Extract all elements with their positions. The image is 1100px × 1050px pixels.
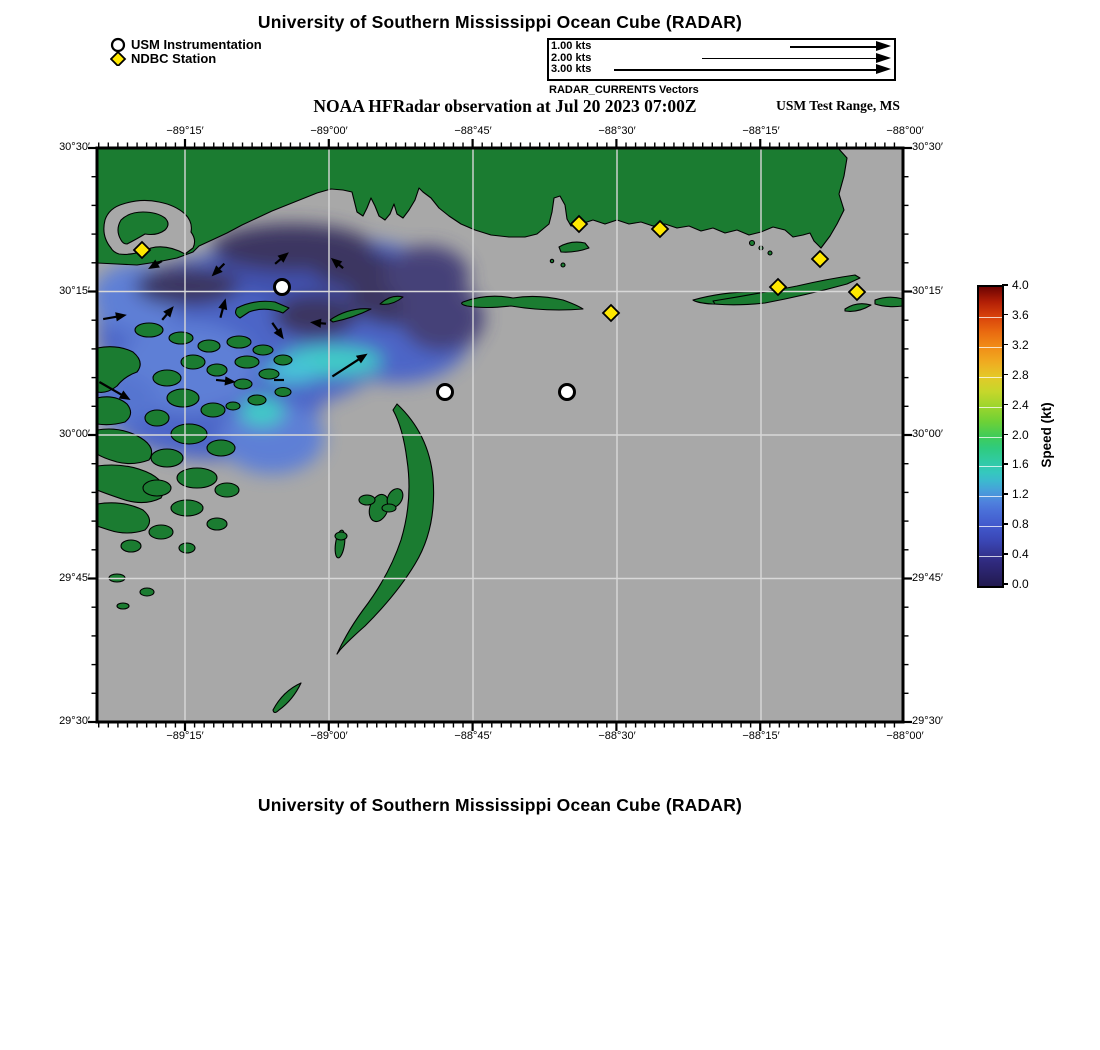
- colorbar-gridline: [979, 317, 1002, 318]
- vector-key-arrowhead-icon: [876, 41, 891, 51]
- tick-label: −89°00′: [310, 125, 348, 137]
- colorbar-tick: [1002, 523, 1008, 525]
- legend-item-ndbc: [110, 51, 262, 65]
- observation-subtitle: NOAA HFRadar observation at Jul 20 2023 07:00Z: [313, 96, 697, 116]
- colorbar-tick: [1002, 553, 1008, 555]
- colorbar-gridline: [979, 466, 1002, 467]
- tick-label: −88°15′: [742, 125, 780, 137]
- colorbar-gridline: [979, 526, 1002, 527]
- tick-label: 30°30′: [59, 141, 90, 153]
- vector-key-row: [551, 64, 892, 76]
- colorbar-title: Speed (kt): [1039, 402, 1054, 468]
- tick-label: −88°30′: [598, 730, 636, 742]
- vector-scale-key: [547, 38, 896, 81]
- vector-key-label: 1.00 kts: [551, 40, 592, 53]
- tick-label: 29°45′: [59, 571, 90, 584]
- colorbar-gridline: [979, 407, 1002, 408]
- tick-label: 30°00′: [912, 428, 943, 440]
- colorbar-tick: [1002, 404, 1008, 406]
- colorbar-tick: [1002, 374, 1008, 376]
- vector-key-arrowhead-icon: [876, 53, 891, 63]
- colorbar-tick-label: 1.6: [1012, 457, 1029, 472]
- tick-label: 29°30′: [59, 715, 90, 727]
- tick-label: −89°15′: [166, 730, 204, 742]
- usm-station-marker: [560, 385, 575, 400]
- usm-station-marker: [438, 385, 453, 400]
- test-range-label: USM Test Range, MS: [776, 98, 900, 113]
- tick-label: −88°00′: [886, 730, 924, 742]
- tick-label: −89°00′: [310, 730, 348, 742]
- tick-label: −88°15′: [742, 730, 780, 742]
- vector-key-arrowhead-icon: [876, 64, 891, 74]
- vector-key-row: [551, 41, 892, 53]
- vector-key-line: [614, 69, 878, 71]
- bottom-title: University of Southern Mississippi Ocean Cube (RADAR): [257, 795, 743, 815]
- tick-label: 30°15′: [59, 284, 90, 297]
- vector-key-row: [551, 53, 892, 65]
- colorbar-tick-label: 4.0: [1012, 278, 1029, 292]
- colorbar-tick: [1002, 583, 1008, 585]
- colorbar-gridline: [979, 437, 1002, 438]
- vector-key-label: 3.00 kts: [551, 63, 592, 76]
- vector-key-line: [790, 46, 878, 48]
- map-legend: [110, 37, 262, 65]
- tick-label: 30°00′: [59, 428, 90, 440]
- colorbar-tick-label: 1.2: [1012, 487, 1029, 502]
- vector-key-line: [702, 58, 878, 60]
- speed-colorbar: [977, 285, 1004, 588]
- colorbar-tick: [1002, 493, 1008, 495]
- colorbar-tick-label: 2.0: [1012, 427, 1029, 442]
- colorbar-tick-label: 0.0: [1012, 577, 1029, 591]
- colorbar-tick: [1002, 344, 1008, 346]
- vector-key-caption: RADAR_CURRENTS Vectors: [549, 84, 699, 96]
- tick-label: −88°00′: [886, 125, 924, 137]
- colorbar-tick-label: 3.6: [1012, 307, 1029, 322]
- top-title: University of Southern Mississippi Ocean Cube (RADAR): [257, 12, 743, 32]
- colorbar-gridline: [979, 377, 1002, 378]
- colorbar-tick: [1002, 463, 1008, 465]
- vector-key-label: 2.00 kts: [551, 51, 592, 64]
- usm-circle-icon: [110, 37, 127, 52]
- tick-label: 29°30′: [912, 715, 943, 727]
- map-plot: [85, 136, 915, 734]
- colorbar-gridline: [979, 496, 1002, 497]
- colorbar-tick-label: 3.2: [1012, 337, 1029, 352]
- colorbar-tick-label: 2.8: [1012, 367, 1029, 382]
- tick-label: −88°45′: [454, 730, 492, 742]
- colorbar-tick: [1002, 314, 1008, 316]
- colorbar-tick-label: 0.8: [1012, 517, 1029, 532]
- tick-label: 29°45′: [912, 571, 943, 584]
- colorbar-tick-label: 2.4: [1012, 397, 1029, 412]
- tick-label: −89°15′: [166, 125, 204, 137]
- colorbar-tick-label: 0.4: [1012, 547, 1029, 562]
- tick-label: 30°30′: [912, 141, 943, 153]
- legend-item-usm: [110, 37, 262, 51]
- legend-label: NDBC Station: [131, 50, 217, 66]
- legend-label: USM Instrumentation: [131, 36, 262, 52]
- tick-label: −88°30′: [598, 125, 636, 137]
- colorbar-tick: [1002, 434, 1008, 436]
- colorbar-gridline: [979, 347, 1002, 348]
- colorbar-tick: [1002, 284, 1008, 286]
- colorbar-gridline: [979, 556, 1002, 557]
- usm-station-marker: [275, 280, 290, 295]
- ndbc-diamond-icon: [110, 51, 127, 66]
- tick-label: 30°15′: [912, 284, 943, 297]
- tick-label: −88°45′: [454, 125, 492, 137]
